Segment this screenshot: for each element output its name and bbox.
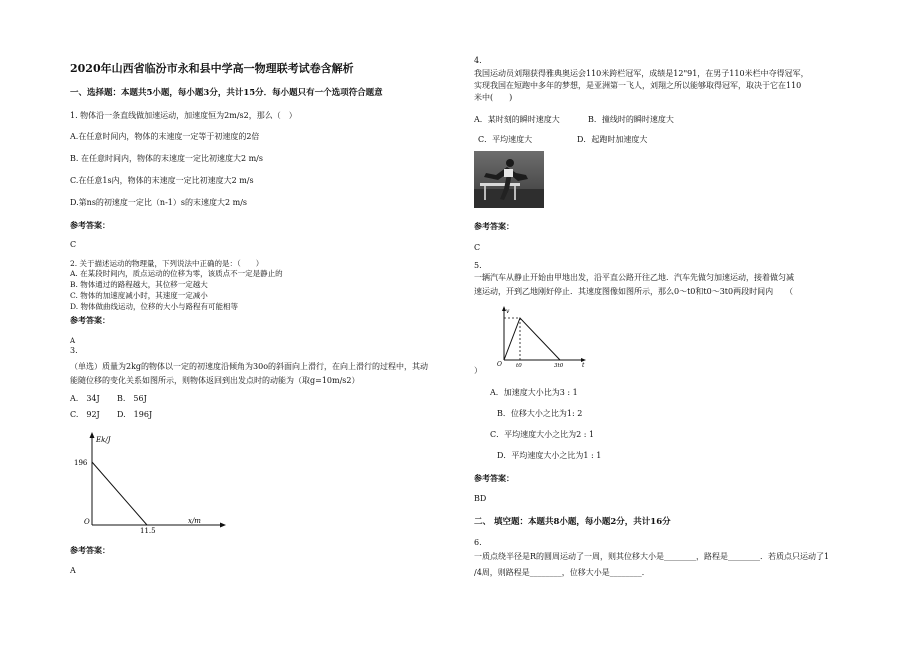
q4-stem-line2: 实现我国在短跑中多年的梦想，是亚洲第一飞人，刘翔之所以能够取得冠军，取决于它在110 (474, 81, 802, 90)
q2-option-c: C. 物体的加速度减小时，其速度一定减小 (70, 291, 208, 300)
q3-y-label: Ek/J (96, 436, 111, 444)
section-heading-fill: 二、 填空题：本题共8小题，每小题2分，共计16分 (474, 517, 671, 527)
q2-option-b: B. 物体通过的路程越大，其位移一定越大 (70, 280, 208, 289)
q2-answer: A (70, 337, 76, 345)
q1-stem: 1. 物体沿一条直线做加速运动，加速度恒为2m/s2，那么（ ） (70, 111, 297, 120)
q1-option-b: B. 在任意时间内，物体的末速度一定比初速度大2 m/s (70, 154, 263, 163)
q5-answer: BD (474, 494, 487, 503)
q4-option-a: A．某时刻的瞬时速度大 (474, 115, 560, 124)
q3-option-a: A. 34J (70, 394, 100, 403)
q2-option-a: A. 在某段时间内，质点运动的位移为零，该质点不一定是静止的 (70, 269, 283, 278)
q6-line1: 一质点绕半径是R的圆周运动了一周，则其位移大小是________，路程是________．若质点只运动了1 (474, 552, 830, 561)
q3-energy-graph (72, 430, 232, 540)
q5-answer-label: 参考答案： (474, 473, 514, 483)
q5-stem-line3: ） (474, 366, 482, 375)
q6-number: 6. (474, 538, 482, 547)
q3-number: 3. (70, 346, 78, 355)
q3-y-value: 196 (74, 459, 88, 467)
q4-answer: C (474, 243, 481, 252)
q5-option-a: A．加速度大小比为3 : 1 (490, 388, 578, 397)
q1-answer-label: 参考答案： (70, 220, 110, 230)
q5-t0-label: t0 (516, 363, 522, 368)
q5-t-label: t (582, 362, 585, 368)
q2-answer-label: 参考答案： (70, 315, 110, 325)
q1-option-d: D.第ns的初速度一定比（n-1）s的末速度大2 m/s (70, 198, 247, 207)
q3-origin: O (84, 518, 90, 526)
q3-y-arrow (90, 432, 95, 438)
q4-stem-line3: 米中( ) (474, 93, 513, 102)
q3-energy-line (92, 462, 147, 525)
q5-v-label: v (506, 308, 510, 315)
q5-velocity-graph (496, 304, 592, 368)
q5-number: 5. (474, 261, 482, 270)
q4-option-c: C．平均速度大 (478, 135, 533, 144)
q5-3t0-label: 3t0 (554, 363, 564, 368)
q1-option-c: C.在任意1s内，物体的末速度一定比初速度大2 m/s (70, 176, 254, 185)
q4-stem-line1: 我国运动员刘翔获得雅典奥运会110米跨栏冠军，成绩是12"91，在男子110米栏中夺得冠军， (474, 69, 809, 78)
q2-option-d: D. 物体做曲线运动，位移的大小与路程有可能相等 (70, 302, 239, 311)
q4-option-d: D．起跑时加速度大 (577, 135, 648, 144)
q5-origin: O (497, 361, 502, 368)
q6-line2: /4周，则路程是________，位移大小是________． (474, 568, 650, 577)
q3-option-d: D. 196J (117, 410, 153, 419)
q2-stem: 2. 关于描述运动的物理量，下列说法中正确的是：（ ） (70, 259, 264, 268)
q3-option-c: C. 92J (70, 410, 100, 419)
q5-option-b: B．位移大小之比为1: 2 (497, 409, 583, 418)
q5-stem-line1: 一辆汽车从静止开始由甲地出发，沿平直公路开往乙地．汽车先做匀加速运动，接着做匀减 (474, 273, 794, 282)
q3-x-arrow (220, 523, 226, 528)
q1-answer: C (70, 240, 77, 249)
q5-velocity-line (504, 318, 560, 360)
q4-answer-label: 参考答案： (474, 221, 514, 231)
q3-answer-label: 参考答案： (70, 545, 110, 555)
q4-number: 4. (474, 56, 482, 65)
q5-stem-line2: 速运动，开到乙地刚好停止．其速度图像如图所示，那么0～t0和t0～3t0两段时间内 （ (474, 287, 794, 296)
q3-stem-line1: （单选）质量为2kg的物体以一定的初速度沿倾角为30o的斜面向上滑行，在向上滑行的过程中，其动 (70, 362, 429, 371)
section-heading-choice: 一、选择题：本题共5小题，每小题3分，共计15分．每小题只有一个选项符合题意 (70, 88, 383, 98)
q4-option-b: B．撞线时的瞬时速度大 (588, 115, 674, 124)
q5-option-c: C．平均速度大小之比为2 : 1 (490, 430, 595, 439)
q1-option-a: A.在任意时间内，物体的末速度一定等于初速度的2倍 (70, 132, 260, 141)
q3-stem-line2: 能随位移的变化关系如图所示，则物体返回到出发点时的动能为（取g=10m/s2） (70, 376, 360, 385)
hurdler-photo (474, 151, 544, 208)
q3-answer: A (70, 566, 76, 575)
q5-option-d: D．平均速度大小之比为1 : 1 (497, 451, 602, 460)
q3-x-value: 11.5 (140, 527, 156, 535)
q3-option-b: B. 56J (117, 394, 147, 403)
q3-x-label: x/m (188, 517, 201, 525)
page-title: 2020年山西省临汾市永和县中学高一物理联考试卷含解析 (70, 62, 354, 75)
